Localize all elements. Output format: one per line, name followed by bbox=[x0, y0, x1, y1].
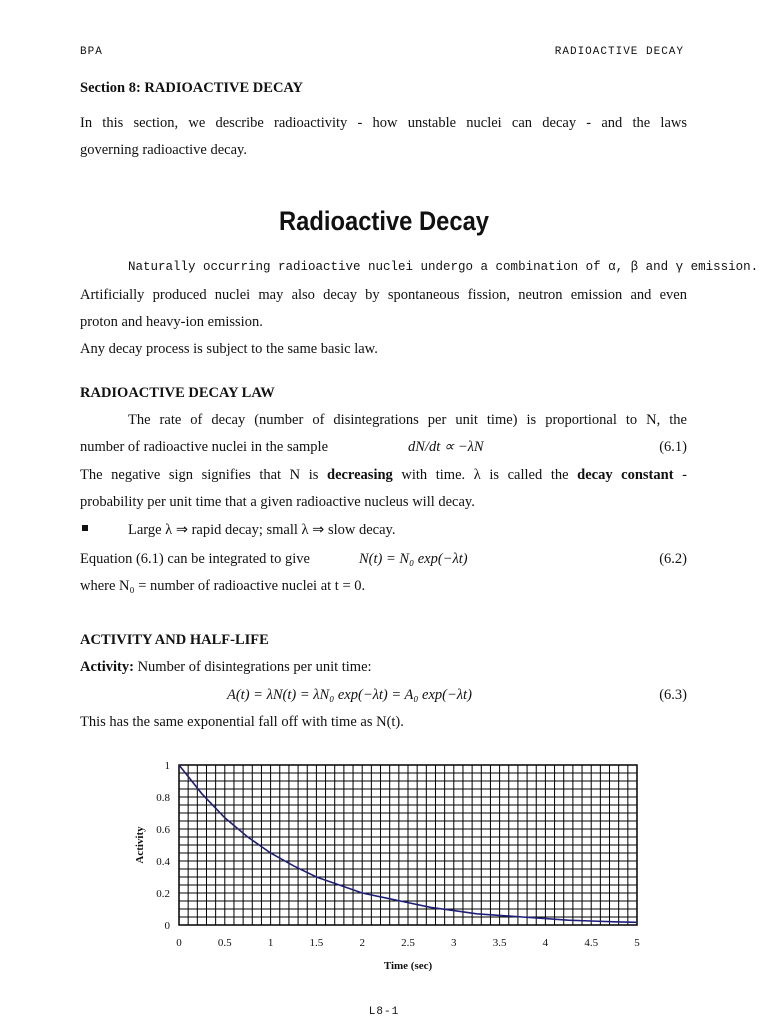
y-tick-label: 0.2 bbox=[156, 888, 170, 900]
x-tick-label: 0.5 bbox=[217, 937, 232, 949]
x-tick-label: 2.5 bbox=[401, 937, 415, 949]
law-heading: RADIOACTIVE DECAY LAW bbox=[80, 385, 275, 401]
x-axis-label: Time (sec) bbox=[383, 960, 433, 972]
term-decreasing: decreasing bbox=[327, 467, 393, 483]
activity-heading: ACTIVITY AND HALF-LIFE bbox=[80, 632, 269, 648]
equation-6-2-number: (6.2) bbox=[659, 551, 687, 567]
x-tick-label: 2 bbox=[359, 937, 365, 949]
page-number: L8-1 bbox=[368, 1006, 400, 1018]
y-axis-label: Activity bbox=[134, 826, 146, 864]
p1-line-1: Naturally occurring radioactive nuclei undergo a combination of α, β and γ emission. bbox=[128, 260, 759, 274]
x-tick-label: 1 bbox=[267, 937, 274, 949]
y-tick-label: 1 bbox=[164, 760, 170, 772]
equation-6-2: N(t) = N₀ exp(−λt) bbox=[359, 551, 468, 567]
header-left: BPA bbox=[80, 46, 103, 58]
neg-text-c: - bbox=[673, 467, 687, 483]
page-title: Radioactive Decay bbox=[279, 206, 489, 236]
y-tick-label: 0.4 bbox=[156, 856, 170, 868]
header-right: RADIOACTIVE DECAY bbox=[554, 46, 684, 58]
intro-line-2: governing radioactive decay. bbox=[80, 142, 247, 158]
y-tick-label: 0.8 bbox=[156, 792, 170, 804]
bullet-text: Large λ ⇒ rapid decay; small λ ⇒ slow decay. bbox=[128, 522, 396, 538]
x-tick-label: 1.5 bbox=[309, 937, 324, 949]
equation-6-3-number: (6.3) bbox=[659, 687, 687, 703]
equation-6-1: dN/dt ∝ −λN bbox=[408, 439, 484, 455]
activity-label: Activity: bbox=[80, 659, 134, 675]
section-heading: Section 8: RADIOACTIVE DECAY bbox=[80, 80, 304, 96]
equation-6-3: A(t) = λN(t) = λN₀ exp(−λt) = A₀ exp(−λt) bbox=[227, 687, 472, 703]
where-line: where N₀ = number of radioactive nuclei at t = 0. bbox=[80, 578, 366, 594]
x-tick-label: 4 bbox=[542, 937, 549, 949]
x-tick-label: 3 bbox=[451, 937, 457, 949]
activity-def-text: Number of disintegrations per unit time: bbox=[133, 659, 372, 675]
y-tick-label: 0 bbox=[164, 920, 170, 932]
p1-line-3: proton and heavy-ion emission. bbox=[80, 314, 263, 330]
x-tick-label: 3.5 bbox=[492, 937, 507, 949]
p1-line-4: Any decay process is subject to the same basic law. bbox=[80, 341, 378, 357]
neg-text-a: The negative sign signifies that N is bbox=[80, 467, 327, 483]
equation-6-1-number: (6.1) bbox=[659, 439, 687, 455]
x-tick-label: 5 bbox=[634, 937, 640, 949]
x-tick-label: 4.5 bbox=[584, 937, 599, 949]
law-line-1: The rate of decay (number of disintegrations per unit time) is proportional to N, the bbox=[128, 412, 687, 428]
probability-line: probability per unit time that a given radioactive nucleus will decay. bbox=[80, 494, 475, 510]
p1-line-2: Artificially produced nuclei may also decay by spontaneous fission, neutron emission and even bbox=[80, 287, 687, 303]
integrate-text: Equation (6.1) can be integrated to give bbox=[80, 551, 310, 567]
y-tick-label: 0.6 bbox=[156, 824, 170, 836]
x-tick-label: 0 bbox=[176, 937, 182, 949]
term-decay-constant: decay constant bbox=[577, 467, 674, 483]
neg-text-b: with time. λ is called the bbox=[392, 467, 578, 483]
law-line-2: number of radioactive nuclei in the sample bbox=[80, 439, 329, 455]
intro-line-1: In this section, we describe radioactivity - how unstable nuclei can decay - and the laws bbox=[80, 115, 687, 131]
falloff-line: This has the same exponential fall off with time as N(t). bbox=[80, 714, 404, 730]
